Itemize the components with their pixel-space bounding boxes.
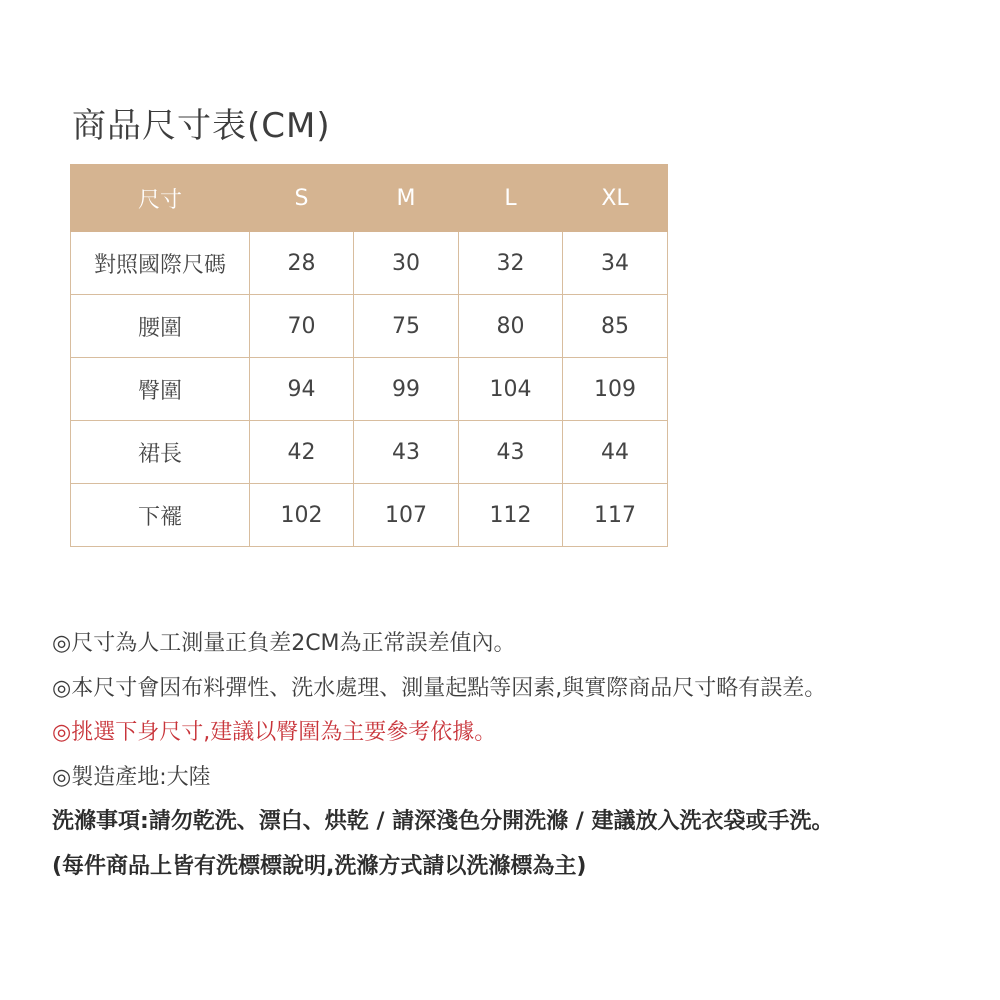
note-size-variance: ◎本尺寸會因布料彈性、洗水處理、測量起點等因素,與實際商品尺寸略有誤差。 xyxy=(52,675,827,701)
table-cell: 30 xyxy=(354,232,459,295)
table-cell: 70 xyxy=(250,295,354,358)
table-row xyxy=(71,421,668,484)
table-cell: 102 xyxy=(250,484,354,547)
table-cell: 75 xyxy=(354,295,459,358)
table-row xyxy=(71,358,668,421)
row-label: 腰圍 xyxy=(71,295,250,358)
row-label: 裙長 xyxy=(71,421,250,484)
wash-label-note: (每件商品上皆有洗標標說明,洗滌方式請以洗滌標為主) xyxy=(52,853,587,879)
table-cell: 34 xyxy=(563,232,668,295)
header-cell-s: S xyxy=(250,165,354,232)
table-cell: 44 xyxy=(563,421,668,484)
note-selection-advice: ◎挑選下身尺寸,建議以臀圍為主要參考依據。 xyxy=(52,720,497,745)
table-row xyxy=(71,295,668,358)
note-origin: ◎製造產地:大陸 xyxy=(52,764,211,790)
table-cell: 112 xyxy=(459,484,563,547)
size-table xyxy=(70,164,668,547)
header-cell-size: 尺寸 xyxy=(71,165,250,232)
table-row xyxy=(71,484,668,547)
table-cell: 94 xyxy=(250,358,354,421)
table-header-row xyxy=(71,165,668,232)
table-cell: 80 xyxy=(459,295,563,358)
table-cell: 28 xyxy=(250,232,354,295)
notes-section xyxy=(52,622,992,889)
table-cell: 99 xyxy=(354,358,459,421)
header-cell-xl: XL xyxy=(563,165,668,232)
table-cell: 43 xyxy=(354,421,459,484)
row-label: 臀圍 xyxy=(71,358,250,421)
header-cell-l: L xyxy=(459,165,563,232)
table-row xyxy=(71,232,668,295)
header-cell-m: M xyxy=(354,165,459,232)
row-label: 對照國際尺碼 xyxy=(71,232,250,295)
table-cell: 42 xyxy=(250,421,354,484)
page-title: 商品尺寸表(CM) xyxy=(72,106,331,146)
table-cell: 117 xyxy=(563,484,668,547)
row-label: 下襬 xyxy=(71,484,250,547)
table-cell: 107 xyxy=(354,484,459,547)
table-cell: 109 xyxy=(563,358,668,421)
table-cell: 32 xyxy=(459,232,563,295)
wash-instructions: 洗滌事項:請勿乾洗、漂白、烘乾 / 請深淺色分開洗滌 / 建議放入洗衣袋或手洗。 xyxy=(52,809,834,834)
table-cell: 104 xyxy=(459,358,563,421)
table-cell: 85 xyxy=(563,295,668,358)
table-cell: 43 xyxy=(459,421,563,484)
note-measurement-tolerance: ◎尺寸為人工測量正負差2CM為正常誤差值內。 xyxy=(52,631,516,656)
